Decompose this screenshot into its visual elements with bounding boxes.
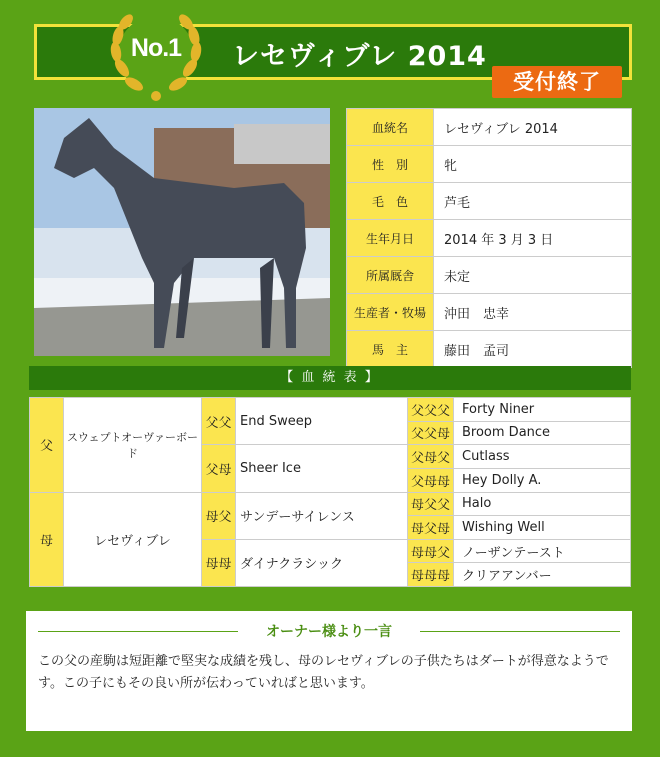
gen3-label: 母母母 (408, 563, 454, 587)
dam-label: 母 (30, 492, 64, 587)
gen3-label: 父母母 (408, 468, 454, 492)
gen2-name: End Sweep (236, 398, 408, 445)
pedigree-table-wrap (29, 397, 631, 587)
profile-row (347, 146, 632, 183)
gen3-name: Forty Niner (454, 398, 631, 422)
profile-key: 所属厩舎 (347, 257, 434, 294)
gen3-label: 父父母 (408, 421, 454, 445)
profile-row (347, 183, 632, 220)
pedigree-heading: 【 血 統 表 】 (29, 366, 631, 390)
profile-row (347, 109, 632, 146)
gen2-name: サンデーサイレンス (236, 492, 408, 539)
gen3-label: 母父母 (408, 516, 454, 540)
horse-photo (34, 108, 330, 356)
profile-row (347, 294, 632, 331)
profile-key: 血統名 (347, 109, 434, 146)
gen3-name: ノーザンテースト (454, 539, 631, 563)
profile-value: 芦毛 (434, 183, 632, 220)
gen2-name: Sheer Ice (236, 445, 408, 492)
owner-comment-box (26, 611, 632, 731)
profile-row (347, 220, 632, 257)
profile-value: 未定 (434, 257, 632, 294)
gen3-label: 母母父 (408, 539, 454, 563)
gen3-name: Wishing Well (454, 516, 631, 540)
gen2-label: 父父 (202, 398, 236, 445)
comment-text: この父の産駒は短距離で堅実な成績を残し、母のレセヴィブレの子供たちはダートが得意なようです。この子にもその良い所が伝わっていればと思います。 (38, 654, 609, 691)
gen3-name: Halo (454, 492, 631, 516)
gen3-name: クリアアンバー (454, 563, 631, 587)
profile-table (346, 108, 632, 368)
gen2-label: 母母 (202, 539, 236, 586)
profile-key: 生産者・牧場 (347, 294, 434, 331)
gen2-name: ダイナクラシック (236, 539, 408, 586)
page-title: レセヴィブレ 2014 (232, 41, 487, 72)
profile-row (347, 331, 632, 368)
status-badge: 受付終了 (492, 66, 622, 98)
profile-key: 生年月日 (347, 220, 434, 257)
profile-value: レセヴィブレ 2014 (434, 109, 632, 146)
rank-label: No.1 (130, 34, 182, 62)
gen2-label: 父母 (202, 445, 236, 492)
sire-label: 父 (30, 398, 64, 493)
profile-value: 藤田 孟司 (434, 331, 632, 368)
profile-key: 馬 主 (347, 331, 434, 368)
gen3-name: Cutlass (454, 445, 631, 469)
pedigree-table (29, 397, 631, 587)
profile-key: 性 別 (347, 146, 434, 183)
gen3-name: Broom Dance (454, 421, 631, 445)
profile-value: 牝 (434, 146, 632, 183)
comment-title: オーナー様より一言 (266, 624, 392, 640)
gen3-label: 父父父 (408, 398, 454, 422)
profile-key: 毛 色 (347, 183, 434, 220)
gen2-label: 母父 (202, 492, 236, 539)
horse-image (34, 108, 330, 356)
comment-header (26, 621, 632, 641)
profile-value: 2014 年 3 月 3 日 (434, 220, 632, 257)
sire-name: スウェプトオーヴァーボード (64, 398, 202, 493)
dam-name: レセヴィブレ (64, 492, 202, 587)
gen3-label: 母父父 (408, 492, 454, 516)
gen3-name: Hey Dolly A. (454, 468, 631, 492)
profile-value: 沖田 忠幸 (434, 294, 632, 331)
profile-row (347, 257, 632, 294)
gen3-label: 父母父 (408, 445, 454, 469)
